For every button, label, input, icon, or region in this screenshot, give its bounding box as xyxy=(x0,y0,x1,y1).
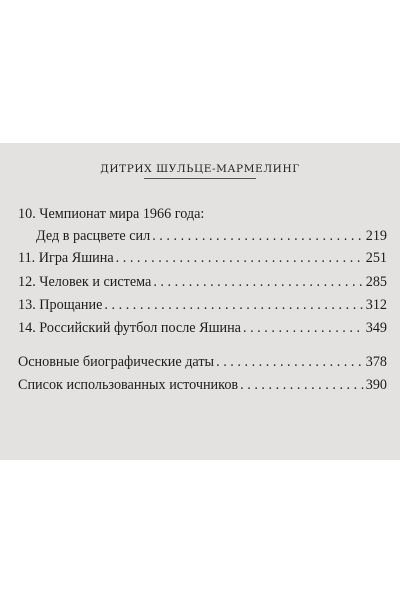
toc-entry-title: 13. Прощание xyxy=(18,297,103,313)
running-header: ДИТРИХ ШУЛЬЦЕ-МАРМЕЛИНГ xyxy=(100,163,300,175)
toc-entry xyxy=(18,320,387,337)
toc-entry-title: 10. Чемпионат мира 1966 года: xyxy=(18,206,205,222)
toc-page-number: 390 xyxy=(365,377,387,393)
toc-page-number: 349 xyxy=(365,320,387,336)
dot-leader xyxy=(104,297,363,314)
dot-leader xyxy=(152,228,364,245)
toc-entry xyxy=(18,297,387,314)
book-page xyxy=(0,143,400,460)
toc-page-number: 285 xyxy=(365,274,387,290)
toc-entry-title: Дед в расцвете сил xyxy=(36,228,151,244)
toc-entry-title: Список использованных источников xyxy=(18,377,239,393)
toc-entry xyxy=(18,274,387,291)
dot-leader xyxy=(216,354,364,371)
toc-page-number: 312 xyxy=(365,297,387,313)
toc-page-number: 251 xyxy=(365,250,387,266)
toc-entry-title: 11. Игра Яшина xyxy=(18,250,114,266)
toc-entry xyxy=(18,354,387,371)
toc-page-number: 219 xyxy=(365,228,387,244)
header-underline xyxy=(144,178,256,179)
toc-page-number: 378 xyxy=(365,354,387,370)
dot-leader xyxy=(153,274,363,291)
toc-entry xyxy=(36,228,387,245)
dot-leader xyxy=(240,377,364,394)
toc-entry-title: 14. Российский футбол после Яшина xyxy=(18,320,241,336)
toc-entry-title: Основные биографические даты xyxy=(18,354,215,370)
toc-chapter-10-heading xyxy=(18,206,387,223)
dot-leader xyxy=(243,320,364,337)
toc-entry xyxy=(18,250,387,267)
toc-entry-title: 12. Человек и система xyxy=(18,274,152,290)
toc-entry xyxy=(18,377,387,394)
dot-leader xyxy=(116,250,364,267)
